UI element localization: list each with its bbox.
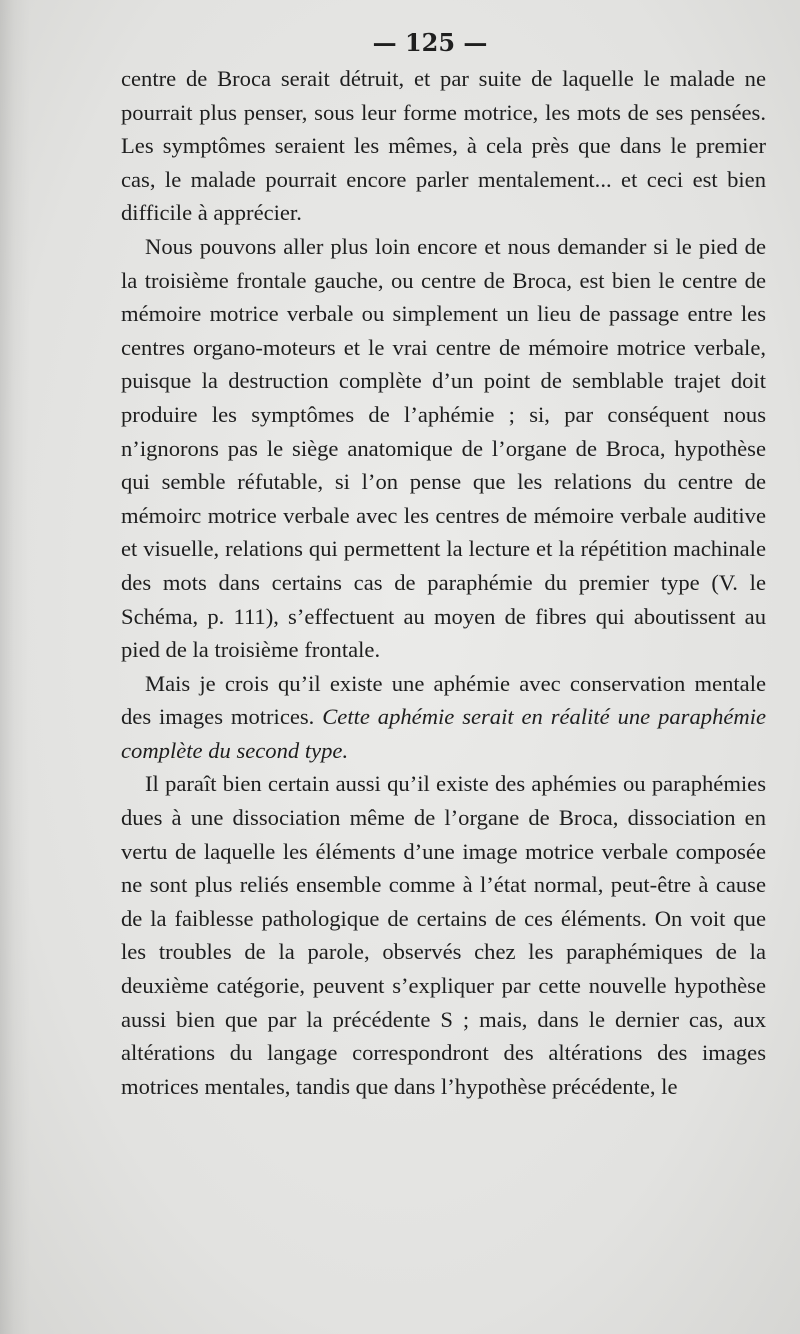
paragraph-3: [121, 667, 766, 768]
paragraph-3-text: Mais je crois qu’il existe une aphémie avec conservation mentale des images motrices.: [121, 670, 766, 730]
page-number: — 125 —: [372, 28, 488, 57]
body-text: [121, 62, 766, 1103]
paragraph-2: Nous pouvons aller plus loin encore et nous demander si le pied de la troisième frontale gauche, ou centre de Broca, est bien le centre de mémoire motrice verbale ou simplement un lieu de passage entre les centres organo-moteurs et le vrai centre de mémoire motrice verbale, puisque la destruction complète d’un point de semblable trajet doit produire les symptômes de l’aphémie ; si, par conséquent nous n’ignorons pas le siège anatomique de l’organe de Broca, hypothèse qui semble réfutable, si l’on pense que les relations du centre de mémoirc motrice verbale avec les centres de mémoire verbale auditive et visuelle, relations qui permettent la lecture et la répétition machinale des mots dans certains cas de paraphémie du premier type (V. le Schéma, p. 111), s’effectuent au moyen de fibres qui aboutissent au pied de la troisième frontale.: [121, 233, 766, 663]
paragraph-3-italic: Cette aphémie serait en réalité une paraphémie complète du second type.: [121, 704, 767, 763]
paragraph-1: centre de Broca serait détruit, et par suite de laquelle le malade ne pourrait plus penser, sous leur forme motrice, les mots de ses pensées. Les symptômes seraient les mêmes, à cela près que dans le premier cas, le malade pourrait encore parler mentalement... et ceci est bien difficile à apprécier.: [121, 66, 766, 226]
paragraph-4: Il paraît bien certain aussi qu’il existe des aphémies ou paraphémies dues à une dissociation même de l’organe de Broca, dissociation en vertu de laquelle les éléments d’une image motrice verbale composée ne sont plus reliés ensemble comme à l’état normal, peut-être à cause de la faiblesse pathologique de certains de ces éléments. On voit que les troubles de la parole, observés chez les paraphémiques de la deuxième catégorie, peuvent s’expliquer par cette nouvelle hypothèse aussi bien que par la précédente S ; mais, dans le dernier cas, aux altérations du langage correspondront des altérations des images motrices mentales, tandis que dans l’hypothèse précédente, le: [121, 771, 766, 1099]
